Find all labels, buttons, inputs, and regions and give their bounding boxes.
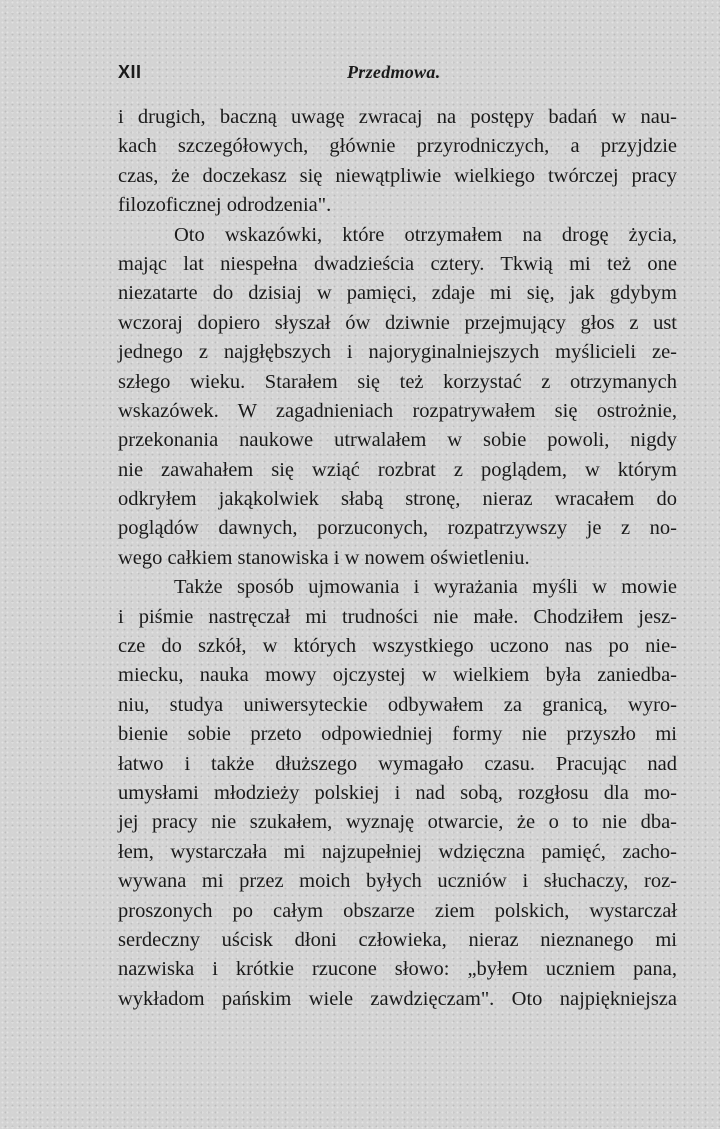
text-line: jednego z najgłębszych i najoryginalniejszych myślicieli ze-	[118, 341, 677, 364]
text-line: łem, wystarczała mi najzupełniej wdzięczna pamięć, zacho-	[118, 840, 677, 863]
text-line: czas, że doczekasz się niewątpliwie wielkiego twórczej pracy	[118, 164, 677, 187]
body-text	[118, 103, 677, 1014]
text-line: poglądów dawnych, porzuconych, rozpatrzywszy je z no-	[118, 517, 677, 540]
text-line: łatwo i także dłuższego wymagało czasu. Pracując nad	[118, 752, 677, 775]
text-line: miecku, nauka mowy ojczystej w wielkiem była zaniedba-	[118, 664, 677, 687]
text-line: i piśmie nastręczał mi trudności nie małe. Chodziłem jesz-	[118, 605, 677, 628]
text-line: szłego wieku. Starałem się też korzystać z otrzymanych	[118, 370, 677, 393]
text-line: wczoraj dopiero słyszał ów dziwnie przejmujący głos z ust	[118, 311, 677, 334]
text-line: wego całkiem stanowiska i w nowem oświetleniu.	[118, 546, 530, 569]
text-line: wskazówek. W zagadnieniach rozpatrywałem się ostrożnie,	[118, 399, 677, 422]
text-line: wykładom pańskim wiele zawdzięczam". Oto najpiękniejsza	[118, 987, 677, 1010]
text-line: nazwiska i krótkie rzucone słowo: „byłem uczniem pana,	[118, 958, 677, 981]
text-line: jej pracy nie szukałem, wyznaję otwarcie, że o to nie dba-	[118, 811, 677, 834]
text-line: Także sposób ujmowania i wyrażania myśli w mowie	[174, 576, 677, 599]
text-line: serdeczny uścisk dłoni człowieka, nieraz nieznanego mi	[118, 928, 677, 951]
text-line: Oto wskazówki, które otrzymałem na drogę życia,	[174, 223, 677, 246]
text-line: cze do szkół, w których wszystkiego uczono nas po nie-	[118, 635, 677, 658]
text-line: wywana mi przez moich byłych uczniów i słuchaczy, roz-	[118, 870, 677, 893]
text-line: kach szczegółowych, głównie przyrodniczych, a przyjdzie	[118, 135, 677, 158]
running-head	[118, 62, 678, 86]
text-line: niu, studya uniwersyteckie odbywałem za granicą, wyro-	[118, 693, 677, 716]
text-line: filozoficznej odrodzenia".	[118, 194, 332, 217]
text-line: i drugich, baczną uwagę zwracaj na postępy badań w nau-	[118, 106, 677, 128]
text-line: bienie sobie przeto odpowiedniej formy nie przyszło mi	[118, 723, 677, 746]
text-line: przekonania naukowe utrwalałem w sobie powoli, nigdy	[118, 429, 677, 452]
page-number: XII	[118, 62, 142, 82]
section-title: Przedmowa.	[347, 62, 441, 82]
text-line: umysłami młodzieży polskiej i nad sobą, rozgłosu dla mo-	[118, 781, 677, 804]
text-line: niezatarte do dzisiaj w pamięci, zdaje mi się, jak gdybym	[118, 282, 677, 305]
text-line: mając lat niespełna dwadzieścia cztery. Tkwią mi też one	[118, 252, 677, 275]
text-line: proszonych po całym obszarze ziem polskich, wystarczał	[118, 899, 677, 922]
text-line: odkryłem jakąkolwiek słabą stronę, nieraz wracałem do	[118, 488, 677, 511]
text-line: nie zawahałem się wziąć rozbrat z poglądem, w którym	[118, 458, 677, 481]
